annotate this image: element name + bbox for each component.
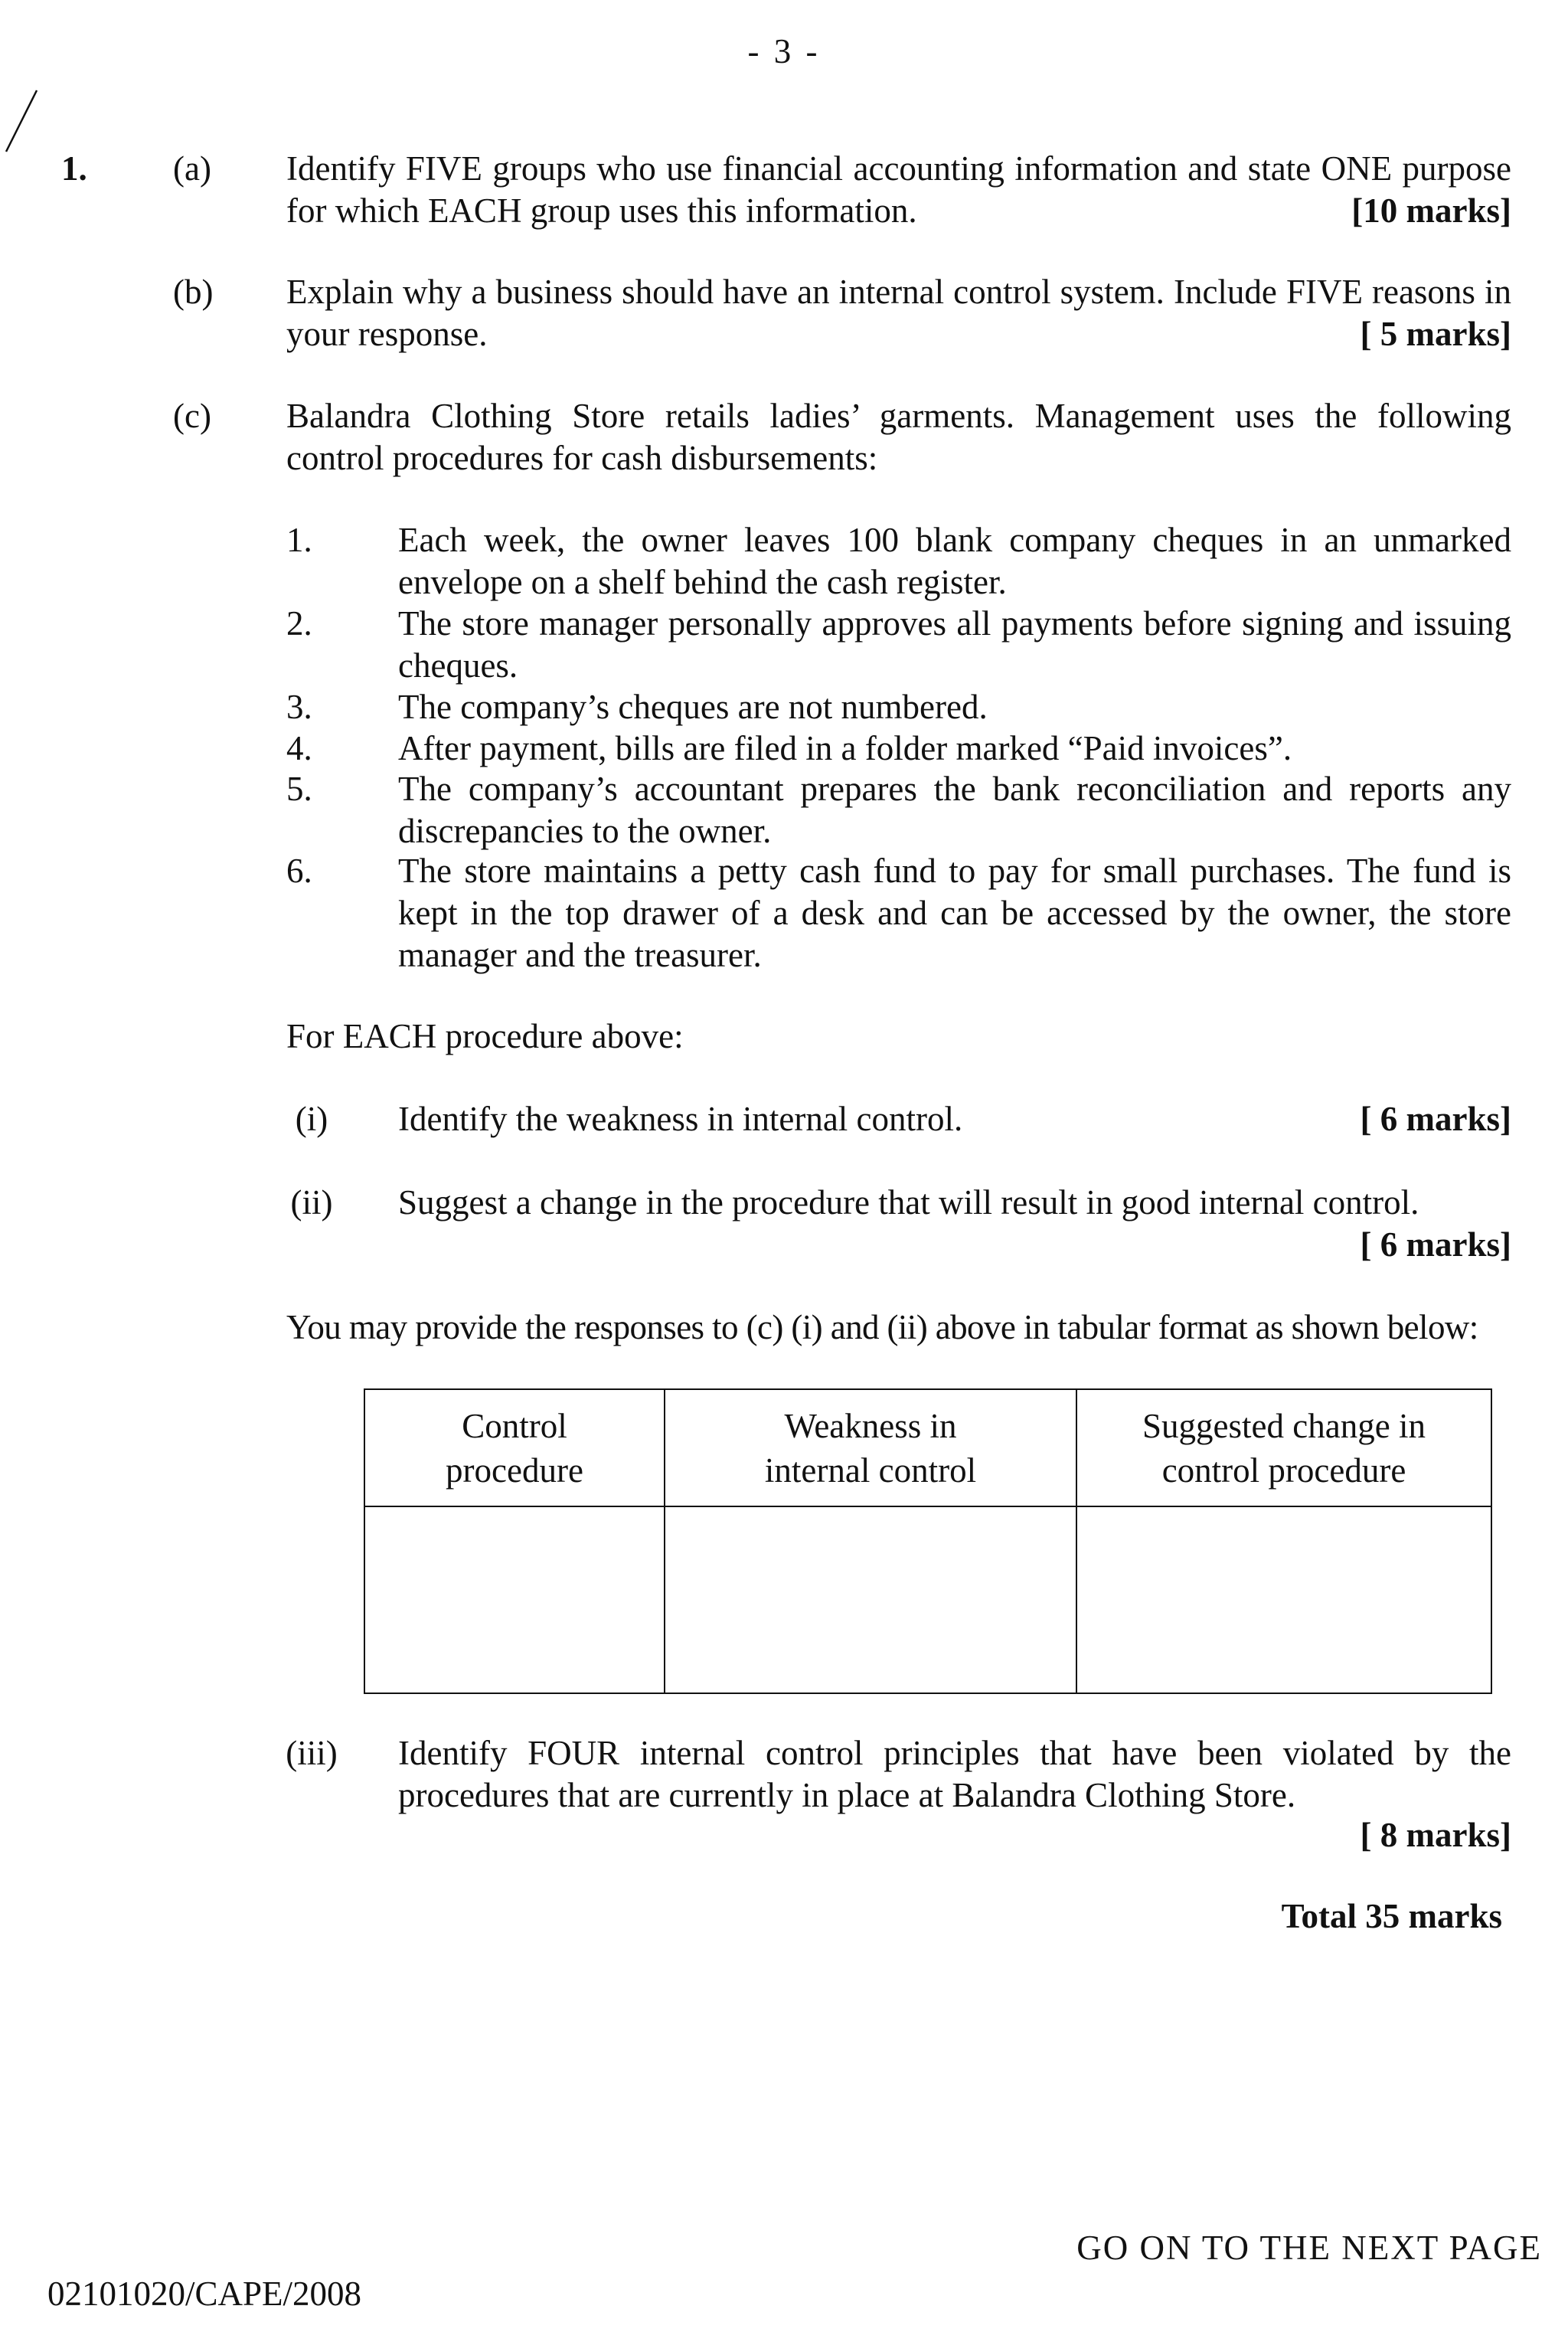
- column-header-control-procedure: Control procedure: [364, 1389, 665, 1506]
- for-each-instruction: For EACH procedure above:: [286, 1017, 684, 1055]
- part-a-label: (a): [173, 149, 211, 188]
- part-a-marks: [10 marks]: [1351, 191, 1511, 230]
- procedure-number: 6.: [286, 852, 312, 890]
- procedure-number: 4.: [286, 729, 312, 767]
- sub-iii-label: (iii): [286, 1734, 338, 1772]
- procedure-text: Each week, the owner leaves 100 blank company cheques in an unmarked envelope on a shelf behind the cash register.: [398, 521, 1511, 601]
- table-cell: [364, 1506, 665, 1693]
- part-c-intro: Balandra Clothing Store retails ladies’ garments. Management uses the following control procedures for cash disbursements:: [286, 397, 1511, 477]
- table-cell: [1076, 1506, 1491, 1693]
- tick-mark: [0, 84, 46, 161]
- part-b-marks: [ 5 marks]: [1360, 315, 1511, 353]
- procedure-text: The company’s accountant prepares the bank reconciliation and reports any discrepancies to the owner.: [398, 770, 1511, 850]
- procedure-text: The store maintains a petty cash fund to pay for small purchases. The fund is kept in the top drawer of a desk and can be accessed by the owner, the store manager and the treasurer.: [398, 852, 1511, 974]
- procedure-number: 3.: [286, 688, 312, 726]
- tabular-note: You may provide the responses to (c) (i) and (ii) above in tabular format as shown below:: [286, 1308, 1478, 1346]
- procedure-text: After payment, bills are filed in a folder marked “Paid invoices”.: [398, 729, 1292, 767]
- sub-iii-marks: [ 8 marks]: [1360, 1816, 1511, 1854]
- procedure-number: 1.: [286, 521, 312, 559]
- column-header-suggested-change: Suggested change in control procedure: [1076, 1389, 1491, 1506]
- paper-code: 02101020/CAPE/2008: [47, 2275, 362, 2313]
- procedure-text: The company’s cheques are not numbered.: [398, 688, 988, 726]
- sub-i-label: (i): [295, 1100, 328, 1138]
- next-page-notice: GO ON TO THE NEXT PAGE: [1076, 2229, 1542, 2267]
- procedure-text: The store manager personally approves all payments before signing and issuing cheques.: [398, 604, 1511, 685]
- sub-iii-text: Identify FOUR internal control principles that have been violated by the procedures that are currently in place at Balandra Clothing Store.: [398, 1734, 1511, 1814]
- sub-ii-marks: [ 6 marks]: [1360, 1225, 1511, 1264]
- table-row: [364, 1506, 1491, 1693]
- sub-ii-text: Suggest a change in the procedure that will result in good internal control.: [398, 1183, 1419, 1222]
- total-marks: Total 35 marks: [1281, 1897, 1502, 1935]
- sub-i-text: Identify the weakness in internal control.: [398, 1100, 963, 1138]
- page-number: - 3 -: [747, 32, 821, 70]
- procedure-number: 2.: [286, 604, 312, 643]
- column-header-weakness: Weakness in internal control: [665, 1389, 1076, 1506]
- sub-i-marks: [ 6 marks]: [1360, 1100, 1511, 1138]
- sub-ii-label: (ii): [290, 1183, 333, 1222]
- table-header-row: [364, 1389, 1491, 1506]
- part-b-text: Explain why a business should have an internal control system. Include FIVE reasons in your response.: [286, 273, 1511, 353]
- response-table: [364, 1388, 1492, 1694]
- part-c-label: (c): [173, 397, 211, 435]
- part-a-text: Identify FIVE groups who use financial accounting information and state ONE purpose for which EACH group uses this information.: [286, 149, 1511, 230]
- question-number: 1.: [61, 149, 87, 188]
- part-b-label: (b): [173, 273, 214, 311]
- table-cell: [665, 1506, 1076, 1693]
- procedure-number: 5.: [286, 770, 312, 808]
